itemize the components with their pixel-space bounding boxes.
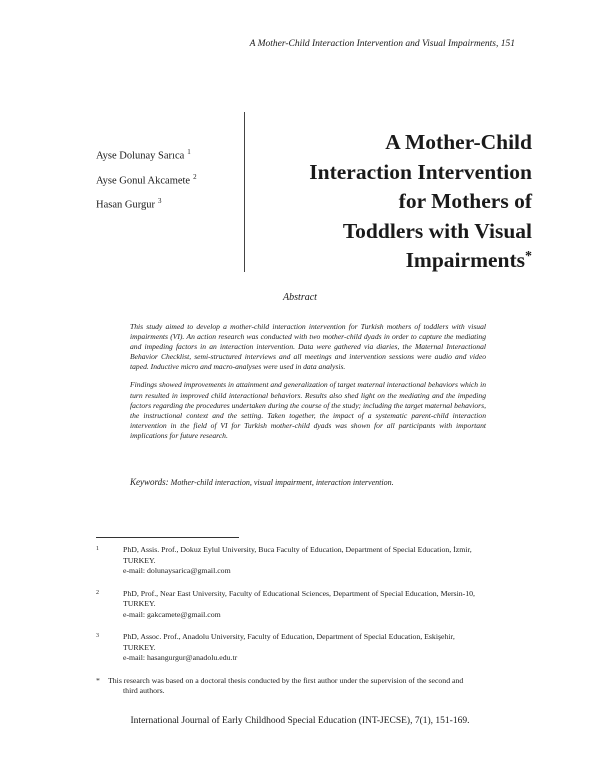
author-list: [96, 148, 197, 222]
title-line: A Mother-Child: [385, 130, 532, 154]
footnote-country: TURKEY.: [123, 555, 156, 565]
footnote-mark: 2: [96, 589, 99, 596]
footnote-divider: [96, 537, 239, 538]
footnote-mark: 1: [96, 546, 99, 552]
title-footnote-mark: *: [525, 249, 532, 264]
author-footnote-mark: 2: [193, 172, 197, 181]
footnote-3: [96, 632, 516, 664]
footnote-1: [96, 545, 516, 577]
keywords: [130, 477, 490, 487]
footnote-2: [96, 589, 516, 621]
author-3: [96, 197, 197, 211]
abstract-body: [130, 322, 486, 449]
running-head: A Mother-Child Interaction Intervention and Visual Impairments, 151: [249, 39, 515, 49]
footnote-affiliation: PhD, Assis. Prof., Dokuz Eylul University, Buca Faculty of Education, Department of Special Education, İzmir,: [123, 545, 472, 554]
title-line-last: [232, 246, 532, 276]
journal-citation: International Journal of Early Childhood Special Education (INT-JECSE), 7(1), 151-169.: [130, 716, 470, 726]
footnote-country: TURKEY.: [123, 599, 156, 608]
footnote-email: e-mail: gakcamete@gmail.com: [123, 609, 221, 619]
title-line: Toddlers with Visual: [342, 218, 532, 243]
thesis-note-line: This research was based on a doctoral thesis conducted by the first author under the supervision of the second and: [108, 675, 464, 685]
author-footnote-mark: 3: [158, 197, 162, 205]
paper-title: [232, 128, 532, 276]
title-line: for Mothers of: [398, 189, 532, 213]
footnote-email: e-mail: dolunaysarica@gmail.com: [123, 566, 231, 575]
author-footnote-mark: 1: [187, 148, 191, 156]
footnote-affiliation: PhD, Prof., Near East University, Faculty of Educational Sciences, Department of Special Education, Mersin-10,: [123, 588, 475, 598]
thesis-note-line: third authors.: [123, 686, 165, 695]
author-name: Hasan Gurgur: [96, 199, 156, 211]
abstract-paragraph: Findings showed improvements in attainment and generalization of target maternal interactional behaviors which in turn resulted in improved child interactional behaviors. Results also shed light on the mediating and the impeding factors regarding the procedures undertaken during the course of the study; including the target maternal behaviors, the instructional context and the setting. Taken together, the impact of a systematic parent-child interaction intervention in the field of VI for Turkish mother-child dyads was shown for all participants with important implications for future research.: [130, 380, 486, 440]
author-1: [96, 148, 197, 162]
keywords-text: Mother-child interaction, visual impairment, interaction intervention.: [170, 478, 394, 487]
author-name: Ayse Dolunay Sarıca: [96, 150, 185, 162]
footnote-email: e-mail: hasangurgur@anadolu.edu.tr: [123, 653, 238, 662]
abstract-paragraph: This study aimed to develop a mother-child interaction intervention for Turkish mothers of toddlers with visual impairments (VI). An action research was conducted with two mother-child dyads in order to capture the mediating and impeding factors in an interaction intervention. Data were gathered via diaries, the Maternal Interactional Behavior Checklist, semi-structured interviews and all meetings and intervention sessions were audio and video taped. Inductive micro and macro-analyses were used in data analysis.: [130, 322, 486, 372]
title-line: Impairments: [405, 248, 525, 272]
title-line: Interaction Intervention: [309, 159, 532, 184]
footnote-mark: 3: [96, 633, 99, 639]
author-name: Ayse Gonul Akcamete: [96, 175, 191, 186]
footnote-affiliation: PhD, Assoc. Prof., Anadolu University, Faculty of Education, Department of Special Education, Eskişehir,: [123, 632, 455, 641]
author-2: [96, 173, 197, 187]
footnotes: [96, 545, 516, 697]
footnote-country: TURKEY.: [123, 642, 156, 652]
abstract-heading: Abstract: [283, 292, 317, 303]
keywords-label: Keywords:: [130, 477, 169, 487]
footnote-thesis-note: [96, 676, 516, 697]
footnote-mark: *: [96, 675, 100, 685]
